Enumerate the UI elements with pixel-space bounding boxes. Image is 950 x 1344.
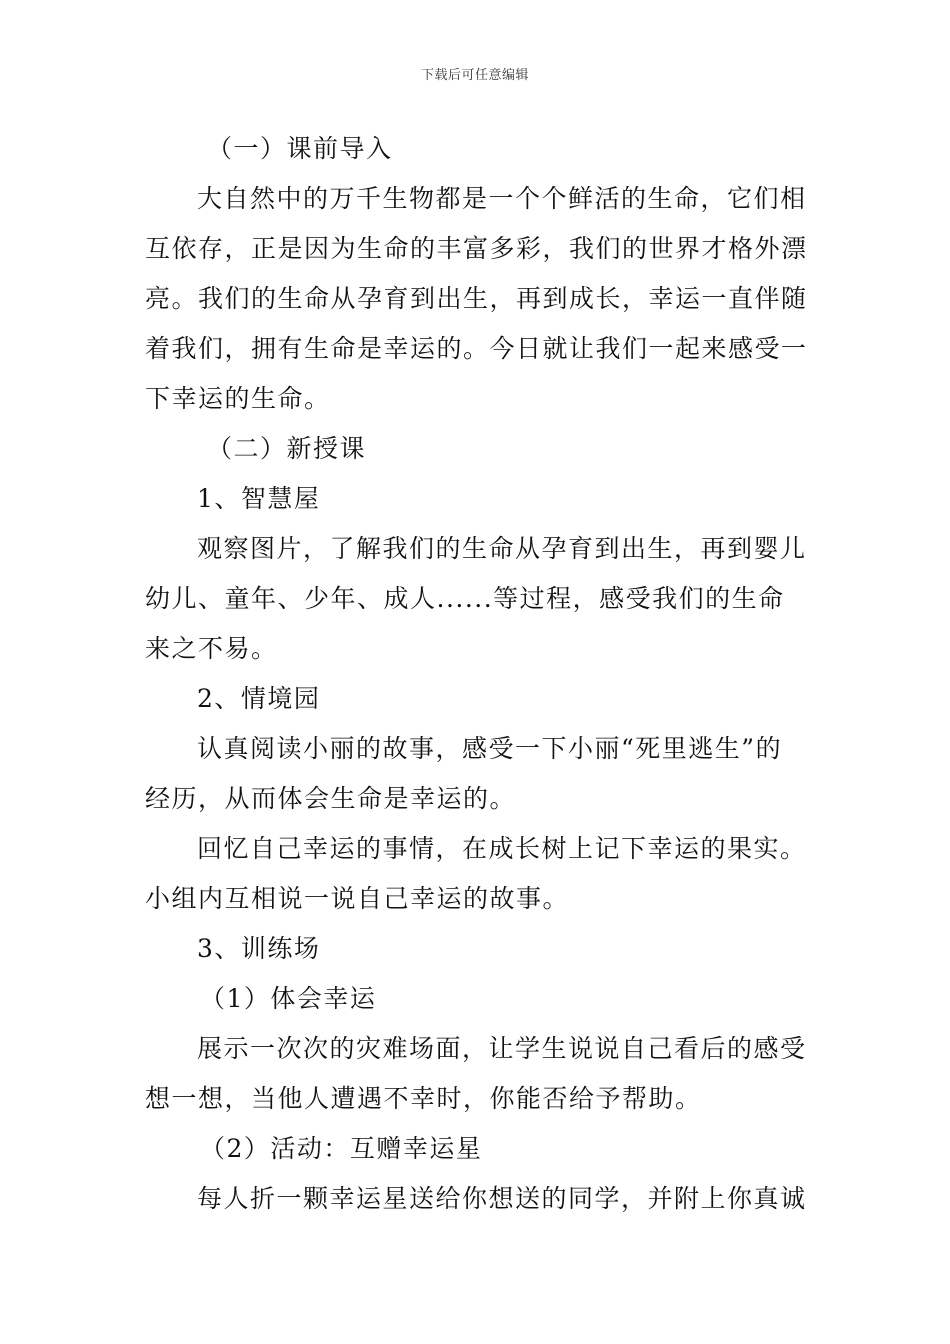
paragraph-line: 展示一次次的灾难场面，让学生说说自己看后的感受 xyxy=(197,1034,807,1063)
item-heading: （2）活动：互赠幸运星 xyxy=(200,1134,483,1163)
paragraph-line: 经历，从而体会生命是幸运的。 xyxy=(145,784,517,813)
paragraph-line: 互依存，正是因为生命的丰富多彩，我们的世界才格外漂 xyxy=(145,234,808,263)
paragraph-line: 想一想，当他人遭遇不幸时，你能否给予帮助。 xyxy=(145,1084,702,1113)
page-header: 下载后可任意编辑 xyxy=(420,68,529,83)
document-body xyxy=(145,124,807,1224)
paragraph-line: 认真阅读小丽的故事，感受一下小丽“死里逃生”的 xyxy=(197,734,783,763)
subsection-heading: 1、智慧屋 xyxy=(197,484,321,513)
subsection-heading: 3、训练场 xyxy=(197,934,321,963)
paragraph-line: 来之不易。 xyxy=(145,634,278,663)
paragraph-line: 观察图片，了解我们的生命从孕育到出生，再到婴儿 xyxy=(197,534,807,563)
item-heading: （1）体会幸运 xyxy=(200,984,377,1013)
paragraph-line: 每人折一颗幸运星送给你想送的同学，并附上你真诚 xyxy=(197,1184,807,1213)
subsection-heading: 2、情境园 xyxy=(197,684,321,713)
section-heading: （二）新授课 xyxy=(207,434,367,463)
paragraph-line: 小组内互相说一说自己幸运的故事。 xyxy=(145,884,570,913)
paragraph-line: 大自然中的万千生物都是一个个鲜活的生命，它们相 xyxy=(197,184,807,213)
paragraph-line: 下幸运的生命。 xyxy=(145,384,331,413)
paragraph-line: 亮。我们的生命从孕育到出生，再到成长，幸运一直伴随 xyxy=(145,284,808,313)
section-heading: （一）课前导入 xyxy=(207,134,393,163)
paragraph-line: 着我们，拥有生命是幸运的。今日就让我们一起来感受一 xyxy=(145,334,808,363)
paragraph-line: 回忆自己幸运的事情，在成长树上记下幸运的果实。 xyxy=(197,834,807,863)
paragraph-line: 幼儿、童年、少年、成人......等过程，感受我们的生命 xyxy=(145,584,785,613)
